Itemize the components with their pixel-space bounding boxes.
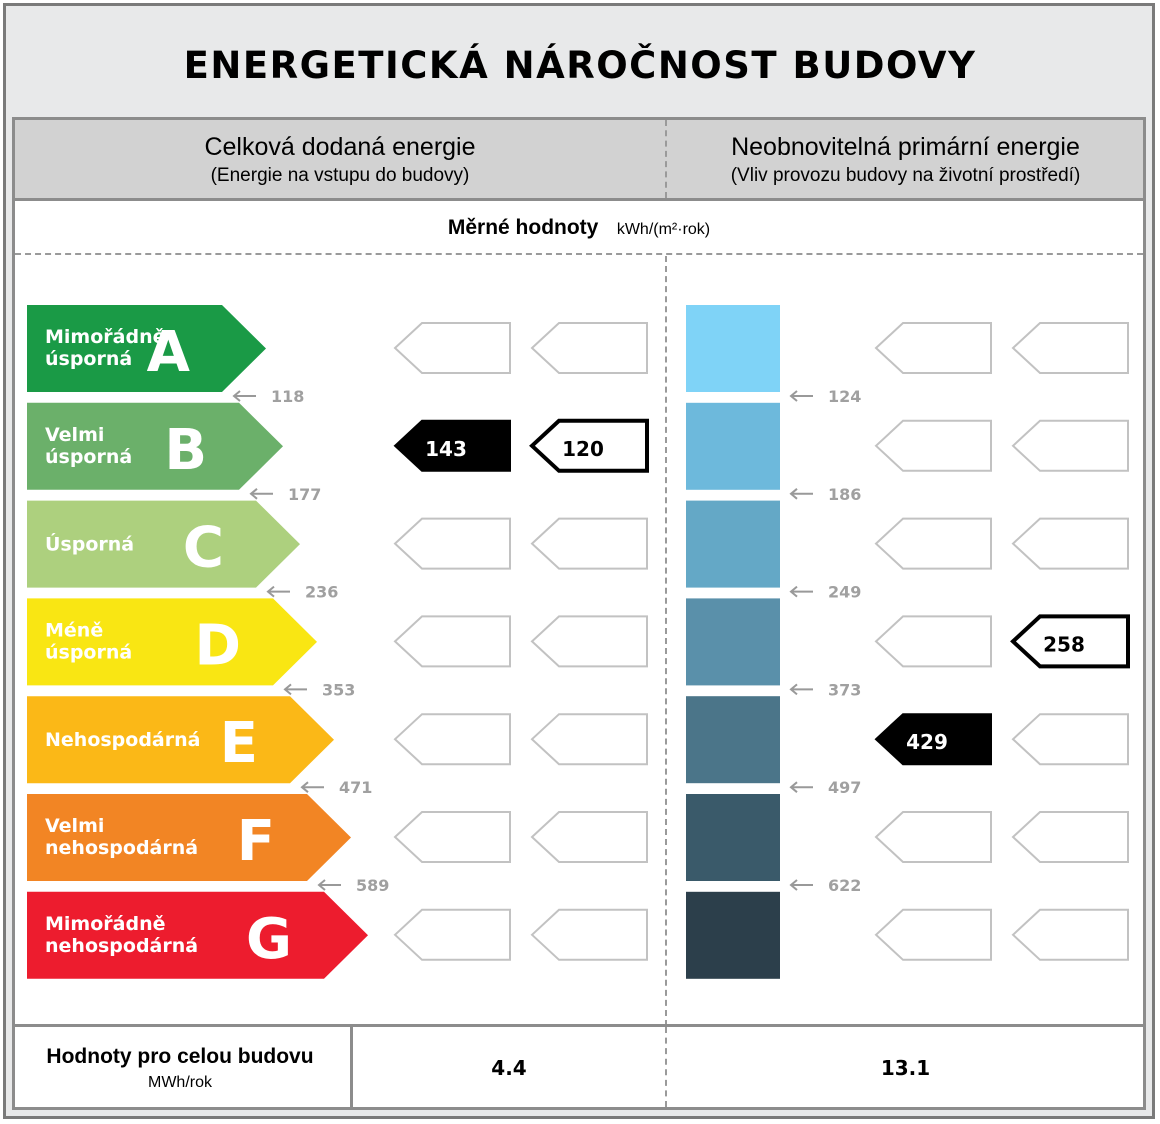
empty-marker-slot: [395, 910, 510, 960]
class-letter: F: [236, 809, 275, 874]
class-label: Mimořádně: [45, 326, 166, 348]
threshold-tick-right: [791, 391, 813, 401]
threshold-tick-right: [791, 880, 813, 890]
empty-marker-slot: [1013, 421, 1128, 471]
empty-marker-slot: [1013, 519, 1128, 569]
class-label: úsporná: [45, 641, 133, 664]
class-letter: B: [164, 417, 207, 483]
class-label: Úsporná: [45, 533, 135, 556]
footer-value-primary: 13.1: [880, 1056, 931, 1080]
class-label: Mimořádně: [45, 912, 166, 935]
threshold-tick-left: [251, 489, 273, 499]
threshold-tick-left: [234, 391, 256, 401]
threshold-value: 353: [322, 680, 356, 700]
empty-marker-slot: [532, 812, 647, 862]
class-label: nehospodárná: [45, 837, 199, 859]
empty-marker-slot: [395, 714, 510, 764]
marker-value: 258: [1043, 632, 1085, 657]
threshold-value: 124: [828, 387, 862, 406]
threshold-value: 622: [828, 876, 862, 895]
empty-marker-slot: [532, 714, 647, 764]
footer-title: Hodnoty pro celou budovu: [46, 1045, 314, 1068]
class-label: Nehospodárná: [45, 729, 201, 752]
class-label: Méně: [45, 619, 104, 642]
footer-value-delivered: 4.4: [491, 1056, 527, 1080]
threshold-value: 118: [271, 387, 305, 406]
threshold-tick-left: [319, 880, 341, 890]
column-title: Celková dodaná energie: [204, 133, 476, 161]
class-letter: C: [182, 515, 224, 581]
marker-value: 120: [562, 436, 604, 461]
threshold-tick-right: [791, 782, 813, 792]
footer-label: [15, 1045, 345, 1092]
class-letter: G: [246, 906, 292, 972]
threshold-tick-left: [268, 587, 290, 597]
class-label: nehospodárná: [45, 934, 199, 957]
column-subtitle: (Vliv provozu budovy na životní prostředí): [730, 165, 1081, 186]
scale-segment: [686, 794, 780, 881]
marker-value: 429: [906, 730, 948, 755]
threshold-value: 373: [828, 680, 862, 700]
empty-marker-slot: [876, 910, 991, 960]
empty-marker-slot: [1013, 323, 1128, 373]
threshold-value: 236: [305, 582, 339, 602]
scale-segment: [686, 598, 780, 685]
threshold-value: 589: [356, 876, 390, 895]
class-label: úsporná: [45, 445, 133, 468]
scale-segment: [686, 892, 780, 979]
threshold-tick-left: [285, 684, 307, 694]
empty-marker-slot: [876, 421, 991, 471]
threshold-value: 186: [828, 484, 862, 504]
empty-marker-slot: [532, 616, 647, 666]
page-title: ENERGETICKÁ NÁROČNOST BUDOVY: [183, 44, 977, 87]
threshold-tick-right: [791, 684, 813, 694]
empty-marker-slot: [532, 519, 647, 569]
threshold-value: 497: [828, 778, 862, 798]
column-title: Neobnovitelná primární energie: [731, 133, 1080, 161]
empty-marker-slot: [395, 519, 510, 569]
column-divider: [665, 1027, 667, 1107]
class-letter: A: [146, 320, 190, 385]
units-label: Měrné hodnoty: [447, 216, 599, 239]
threshold-value: 249: [828, 582, 862, 602]
empty-marker-slot: [876, 519, 991, 569]
scale-segment: [686, 305, 780, 392]
scale-segment: [686, 696, 780, 783]
threshold-tick-right: [791, 489, 813, 499]
column-subtitle: (Energie na vstupu do budovy): [210, 165, 470, 186]
empty-marker-slot: [876, 616, 991, 666]
empty-marker-slot: [876, 323, 991, 373]
empty-marker-slot: [532, 323, 647, 373]
empty-marker-slot: [395, 812, 510, 862]
units-value: kWh/(m²·rok): [616, 221, 711, 238]
divider: [15, 1024, 1143, 1027]
class-label: úsporná: [45, 348, 133, 370]
marker-value: 143: [425, 436, 467, 461]
threshold-value: 471: [339, 778, 373, 798]
empty-marker-slot: [395, 616, 510, 666]
scale-segment: [686, 403, 780, 490]
empty-marker-slot: [1013, 910, 1128, 960]
class-letter: D: [194, 613, 241, 679]
class-label: Velmi: [45, 423, 105, 446]
empty-marker-slot: [876, 812, 991, 862]
class-label: Velmi: [45, 815, 105, 837]
footer-unit: MWh/rok: [148, 1074, 212, 1091]
scale-segment: [686, 501, 780, 588]
empty-marker-slot: [395, 323, 510, 373]
class-letter: E: [219, 711, 258, 777]
threshold-value: 177: [288, 484, 322, 504]
empty-marker-slot: [1013, 812, 1128, 862]
empty-marker-slot: [1013, 714, 1128, 764]
threshold-tick-left: [302, 782, 324, 792]
empty-marker-slot: [532, 910, 647, 960]
threshold-tick-right: [791, 587, 813, 597]
